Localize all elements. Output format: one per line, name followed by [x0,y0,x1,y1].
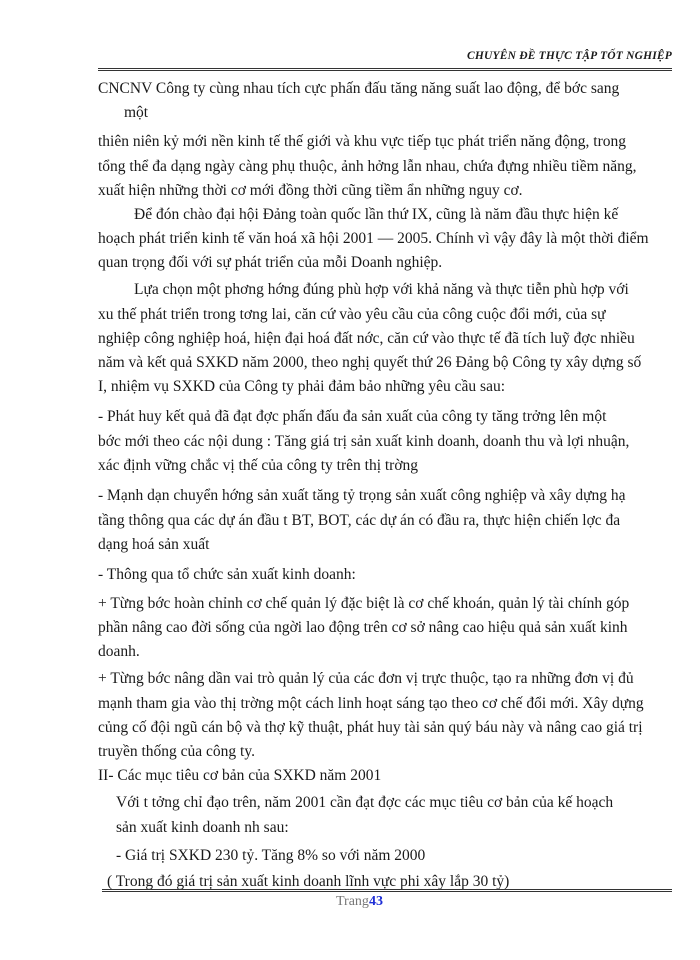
page-label: Trang [336,894,369,909]
body-line: tầng thông qua các dự án đầu t BT, BOT, các dự án có đầu ra, thực hiện chiến lợc đa [98,512,621,529]
body-line: CNCNV Công ty cùng nhau tích cực phấn đấu tăng năng suất lao động, để bớc sang [98,80,620,97]
body-line: I, nhiệm vụ SXKD của Công ty phải đảm bảo những yêu cầu sau: [98,378,506,395]
body-line: ( Trong đó giá trị sản xuất kinh doanh lĩnh vực phi xây lắp 30 tỷ) [107,873,510,890]
body-line: Với t tởng chỉ đạo trên, năm 2001 cần đạt đợc các mục tiêu cơ bản của kế hoạch [116,794,614,811]
body-line: bớc mới theo các nội dung : Tăng giá trị sản xuất kinh doanh, doanh thu và lợi nhuận, [98,433,630,450]
body-line: - Phát huy kết quả đã đạt đợc phấn đấu đa sản xuất của công ty tăng trởng lên một [98,408,607,425]
body-line: hoạch phát triển kinh tế văn hoá xã hội 2001 — 2005. Chính vì vậy đây là một thời điểm [98,230,649,247]
header-rule [98,68,672,71]
body-line: xu thế phát triển trong tơng lai, căn cứ vào yêu cầu của công cuộc đổi mới, của sự [98,306,606,323]
body-line: củng cố đội ngũ cán bộ và thợ kỹ thuật, phát huy tài sản quý báu này và nâng cao giá trị [98,719,643,736]
body-line: thiên niên kỷ mới nền kinh tế thế giới và khu vực tiếp tục phát triển năng động, trong [98,133,627,150]
body-line: năm và kết quả SXKD năm 2000, theo nghị quyết thứ 26 Đảng bộ Công ty xây dựng số [98,354,642,371]
page-number: 43 [368,894,383,909]
body-line: xác định vững chắc vị thế của công ty trên thị trờng [98,457,419,474]
body-line: tổng thể đa dạng ngày càng phụ thuộc, ảnh hởng lẫn nhau, chứa đựng nhiều tiềm năng, [98,158,637,175]
body-line: truyền thống của công ty. [98,743,255,760]
body-line: sản xuất kinh doanh nh sau: [116,819,289,836]
body-line: một [124,104,149,121]
section-heading: II- Các mục tiêu cơ bản của SXKD năm 2001 [98,767,382,784]
list-item: - Giá trị SXKD 230 tỷ. Tăng 8% so với năm 2000 [116,847,426,864]
body-line: - Thông qua tổ chức sản xuất kinh doanh: [98,566,356,583]
body-line: Lựa chọn một phơng hớng đúng phù hợp với khả năng và thực tiễn phù hợp với [134,281,629,298]
page-footer [336,894,383,910]
body-line: - Mạnh dạn chuyển hớng sản xuất tăng tỷ trọng sản xuất công nghiệp và xây dựng hạ [98,487,626,504]
body-line: Để đón chào đại hội Đảng toàn quốc lần thứ IX, cũng là năm đầu thực hiện kế [134,206,619,223]
body-line: mạnh tham gia vào thị trờng một cách linh hoạt sáng tạo theo cơ chế đổi mới. Xây dựng [98,695,644,712]
footer-rule [102,889,672,892]
body-line: + Từng bớc nâng dần vai trò quản lý của các đơn vị trực thuộc, tạo ra những đơn vị đủ [98,670,634,687]
body-line: nghiệp công nghiệp hoá, hiện đại hoá đất nớc, căn cứ vào thực tế đã tích luỹ đợc nhiều [98,330,635,347]
body-line: quan trọng đối với sự phát triển của mỗi Doanh nghiệp. [98,254,443,271]
body-line: phần nâng cao đời sống của ngời lao động trên cơ sở nâng cao hiệu quả sản xuất kinh [98,619,628,636]
body-line: + Từng bớc hoàn chỉnh cơ chế quản lý đặc biệt là cơ chế khoán, quản lý tài chính góp [98,595,630,612]
page-header-title: CHUYÊN ĐỀ THỰC TẬP TỐT NGHIỆP [467,50,672,62]
body-line: dạng hoá sản xuất [98,536,210,553]
body-line: xuất hiện những thời cơ mới đồng thời cũng tiềm ẩn những nguy cơ. [98,182,523,199]
body-line: doanh. [98,643,140,660]
